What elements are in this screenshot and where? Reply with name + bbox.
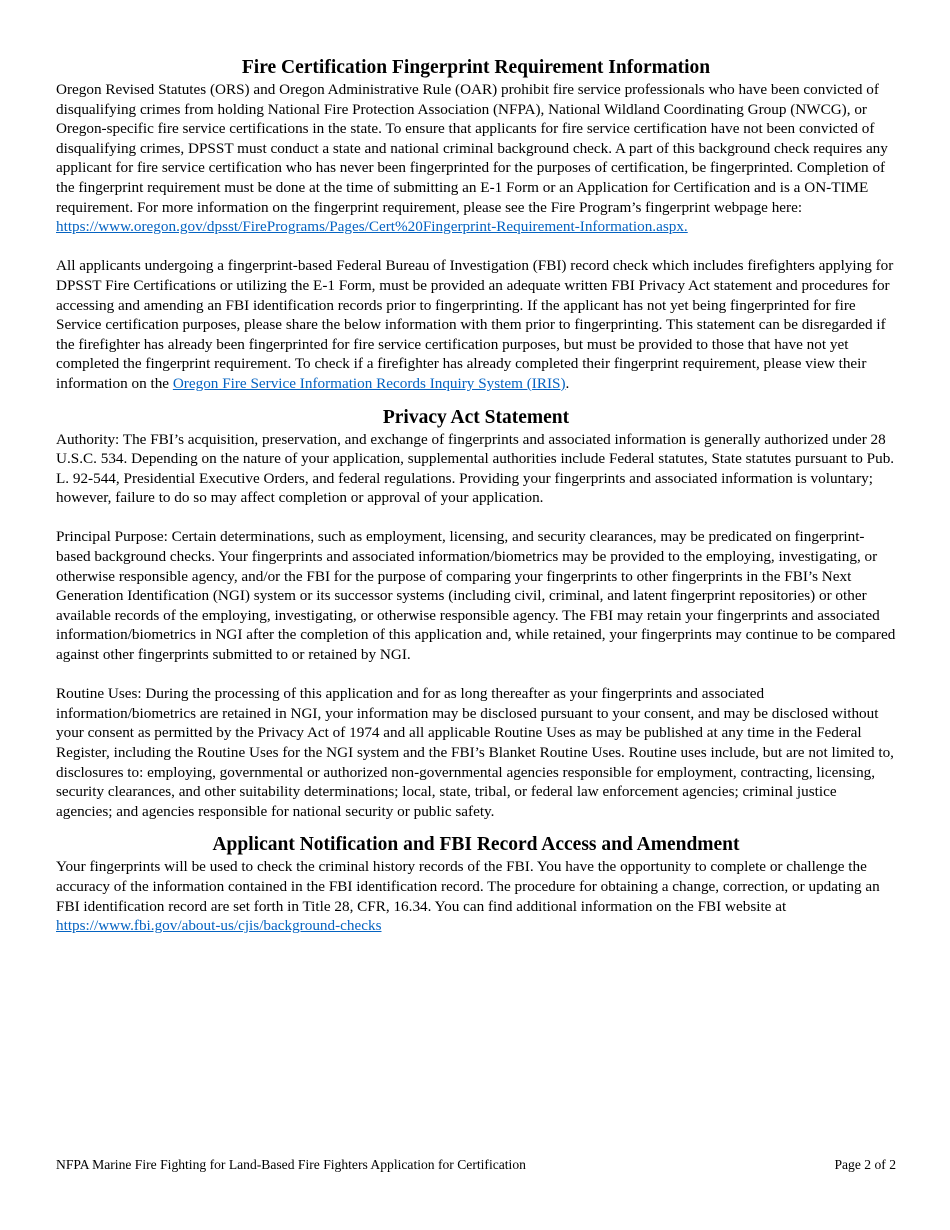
fbi-privacy-text: All applicants undergoing a fingerprint-based Federal Bureau of Investigation (FBI) record check which includes firefighters applying for DPSST Fire Certifications or utilizing the E-1 Form, must be provided an adequate written FBI Privacy Act statement and procedures for accessing and amending an FBI identification records prior to fingerprinting. If the applicant has not yet being fingerprinted for fire Service certification purposes, please share the below information with them prior to fingerprinting. This statement can be disregarded if the firefighter has already been fingerprinted for fire service certification purposes, but must be provided to those that have not yet completed the fingerprint requirement. To check if a firefighter has already completed their fingerprint requirement, please view their information on the bbox=[56, 257, 894, 392]
fbi-privacy-paragraph bbox=[56, 256, 896, 393]
footer-page-number: Page 2 of 2 bbox=[834, 1157, 896, 1172]
fingerprint-requirement-text: Oregon Revised Statutes (ORS) and Oregon Administrative Rule (OAR) prohibit fire service professionals who have been convicted of disqualifying crimes from holding National Fire Protection Association (NFPA), National Wildland Coordinating Group (NWCG), or Oregon-specific fire service certifications in the state. To ensure that applicants for fire service certification have not been convicted of disqualifying crimes, DPSST must conduct a state and national criminal background check. A part of this background check requires any applicant for fire service certification who has never been fingerprinted for the purposes of certification, be fingerprinted. Completion of the fingerprint requirement must be done at the time of submitting an E-1 Form or an Application for Certification and is a ON-TIME requirement. For more information on the fingerprint requirement, please see the Fire Program’s fingerprint webpage here: bbox=[56, 81, 888, 216]
footer-form-title: NFPA Marine Fire Fighting for Land-Based Fire Fighters Application for Certification bbox=[56, 1157, 526, 1172]
privacy-act-heading: Privacy Act Statement bbox=[382, 406, 570, 428]
fingerprint-requirement-paragraph bbox=[56, 80, 896, 237]
applicant-notification-text: Your fingerprints will be used to check the criminal history records of the FBI. You have the opportunity to complete or challenge the accuracy of the information contained in the FBI identification record. The procedure for obtaining a change, correction, or updating an FBI identification record are set forth in Title 28, CFR, 16.34. You can find additional information on the FBI website at bbox=[56, 858, 880, 915]
applicant-notification-paragraph bbox=[56, 857, 896, 935]
fbi-privacy-period: . bbox=[565, 374, 570, 392]
document-page bbox=[56, 56, 896, 936]
page-footer bbox=[56, 1156, 896, 1174]
applicant-notification-heading: Applicant Notification and FBI Record Access and Amendment bbox=[212, 834, 740, 856]
principal-purpose-paragraph: Principal Purpose: Certain determinations, such as employment, licensing, and security clearances, may be predicated on fingerprint-based background checks. Your fingerprints and associated information/biometrics may be provided to the employing, investigating, or otherwise responsible agency, and/or the FBI for the purpose of comparing your fingerprints to other fingerprints in the FBI’s Next Generation Identification (NGI) system or its successor systems (including civil, criminal, and latent fingerprint repositories) or other available records of the employing, investigating, or otherwise responsible agency. The FBI may retain your fingerprints and associated information/biometrics in NGI after the completion of this application and, while retained, your fingerprints may continue to be compared against other fingerprints submitted to or retained by NGI. bbox=[56, 528, 896, 664]
fire-program-fingerprint-link[interactable]: https://www.oregon.gov/dpsst/FirePrograms/Pages/Cert%20Fingerprint-Requirement-Information.aspx. bbox=[56, 218, 688, 236]
iris-link[interactable]: Oregon Fire Service Information Records Inquiry System (IRIS) bbox=[172, 374, 566, 392]
routine-uses-paragraph: Routine Uses: During the processing of this application and for as long thereafter as your fingerprints and associated information/biometrics are retained in NGI, your information may be disclosed pursuant to your consent, and may be disclosed without your consent as permitted by the Privacy Act of 1974 and all applicable Routine Uses as may be published at any time in the Federal Register, including the Routine Uses for the NGI system and the FBI’s Blanket Routine Uses. Routine uses include, but are not limited to, disclosures to: employing, governmental or authorized non-governmental agencies responsible for employment, contracting, licensing, security clearances, and other suitability determinations; local, state, tribal, or federal law enforcement agencies; criminal justice agencies; and agencies responsible for national security or public safety. bbox=[56, 685, 894, 820]
fbi-background-checks-link[interactable]: https://www.fbi.gov/about-us/cjis/background-checks bbox=[56, 917, 382, 935]
authority-paragraph: Authority: The FBI’s acquisition, preservation, and exchange of fingerprints and associated information is generally authorized under 28 U.S.C. 534. Depending on the nature of your application, supplemental authorities include Federal statutes, State statutes pursuant to Pub. L. 92-544, Presidential Executive Orders, and federal regulations. Providing your fingerprints and associated information is voluntary; however, failure to do so may affect completion or approval of your application. bbox=[56, 430, 895, 507]
fingerprint-requirement-heading: Fire Certification Fingerprint Requirement Information bbox=[241, 57, 711, 78]
